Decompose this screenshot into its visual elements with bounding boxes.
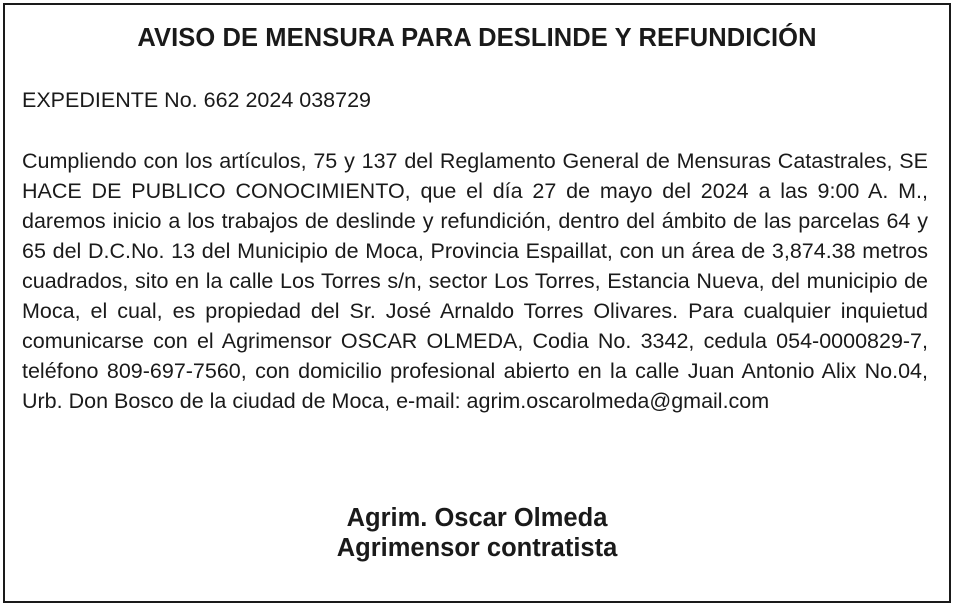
signature-block <box>5 503 949 563</box>
notice-body: Cumpliendo con los artículos, 75 y 137 del Reglamento General de Mensuras Catastrales, SE HACE DE PUBLICO CONOCIMIENTO, que el día 27 de mayo del 2024 a las 9:00 A. M., daremos inicio a los trabajos de deslinde y refundición, dentro del ámbito de las parcelas 64 y 65 del D.C.No. 13 del Municipio de Moca, Provincia Espaillat, con un área de 3,874.38 metros cuadrados, sito en la calle Los Torres s/n, sector Los Torres, Estancia Nueva, del municipio de Moca, el cual, es propiedad del Sr. José Arnaldo Torres Olivares. Para cualquier inquietud comunicarse con el Agrimensor OSCAR OLMEDA, Codia No. 3342, cedula 054-0000829-7, teléfono 809-697-7560, con domicilio profesional abierto en la calle Juan Antonio Alix No.04, Urb. Don Bosco de la ciudad de Moca, e-mail: agrim.oscarolmeda@gmail.com <box>22 149 928 413</box>
notice-title: AVISO DE MENSURA PARA DESLINDE Y REFUNDICIÓN <box>137 24 817 52</box>
signature-title: Agrimensor contratista <box>336 534 618 562</box>
notice-box <box>3 3 951 603</box>
signature-name: Agrim. Oscar Olmeda <box>346 504 608 532</box>
expediente-number: EXPEDIENTE No. 662 2024 038729 <box>22 88 371 112</box>
